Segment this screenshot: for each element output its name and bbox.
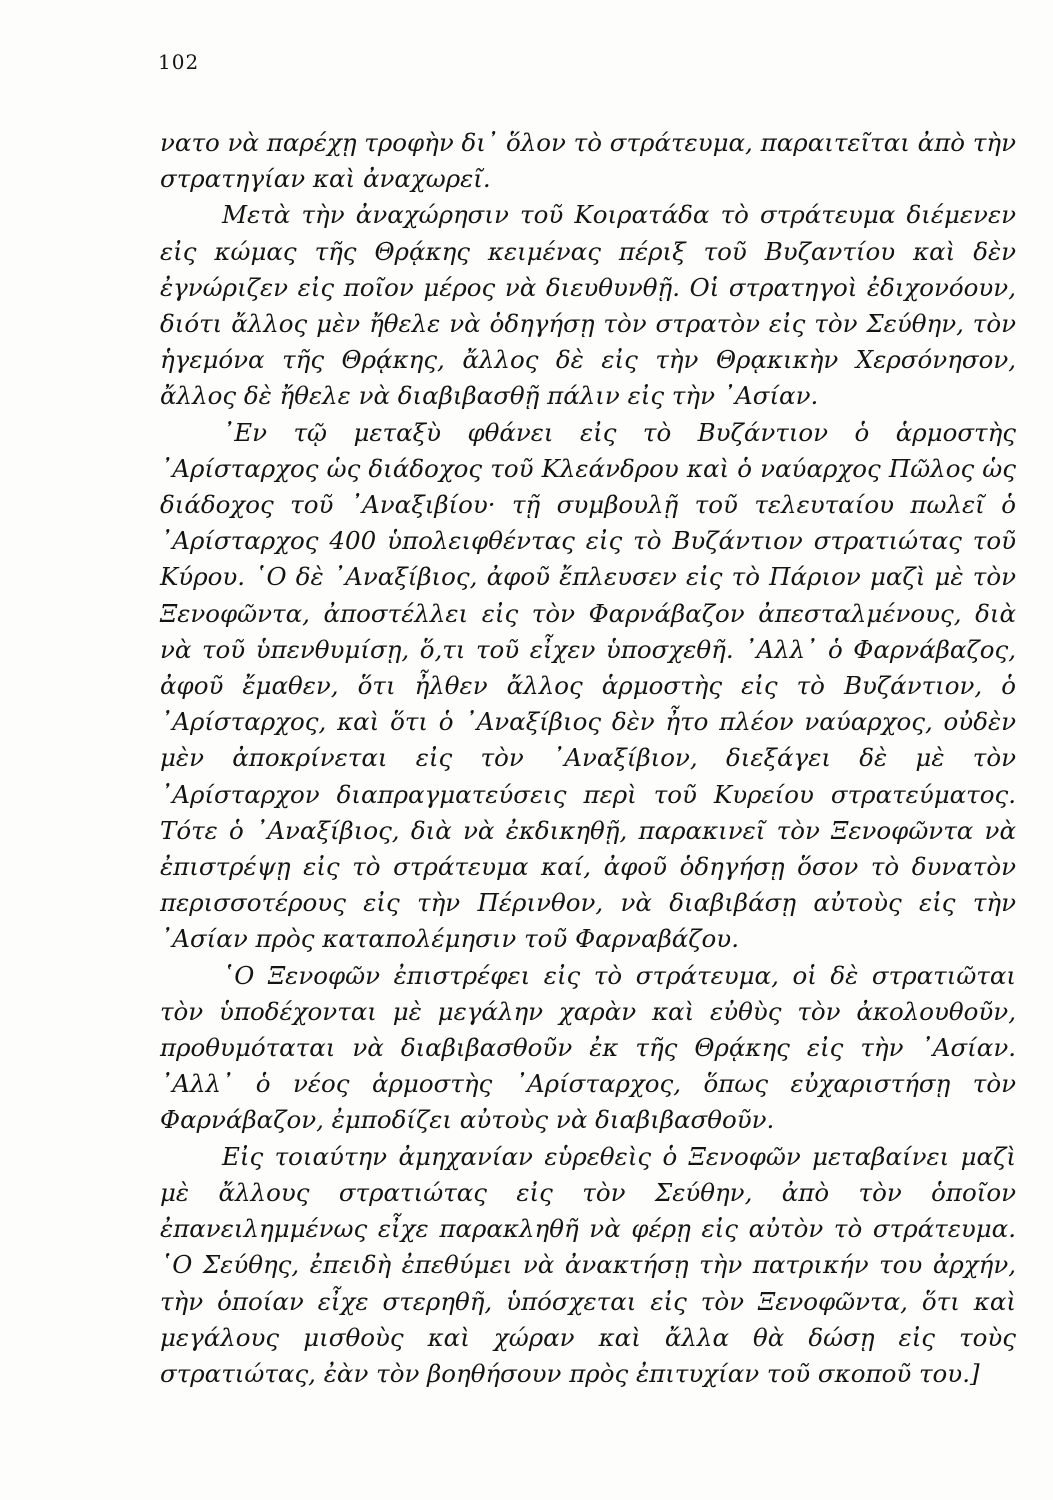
body-text [160, 125, 1016, 1392]
paragraph-3: ᾿Εν τῷ μεταξὺ φθάνει εἰς τὸ Βυζάντιον ὁ ἁρμοστὴς ᾿Αρίσταρχος ὡς διάδοχος τοῦ Κλεάνδρου καὶ ὁ ναύαρχος Πῶλος ὡς διάδοχος τοῦ ᾿Αναξιβίου· τῇ συμβουλῇ τοῦ τελευταίου πωλεῖ ὁ ᾿Αρίσταρχος 400 ὑπολειφθέντας εἰς τὸ Βυζάντιον στρατιώτας τοῦ Κύρου. ῾Ο δὲ ᾿Αναξίβιος, ἀφοῦ ἔπλευσεν εἰς τὸ Πάριον μαζὶ μὲ τὸν Ξενοφῶντα, ἀποστέλλει εἰς τὸν Φαρνάβαζον ἀπεσταλμένους, διὰ νὰ τοῦ ὑπενθυμίσῃ, ὅ,τι τοῦ εἶχεν ὑποσχεθῆ. ᾿Αλλ᾽ ὁ Φαρνάβαζος, ἀφοῦ ἔμαθεν, ὅτι ἦλθεν ἄλλος ἁρμοστὴς εἰς τὸ Βυζάντιον, ὁ ᾿Αρίσταρχος, καὶ ὅτι ὁ ᾿Αναξίβιος δὲν ἦτο πλέον ναύαρχος, οὐδὲν μὲν ἀποκρίνεται εἰς τὸν ᾿Αναξίβιον, διεξάγει δὲ μὲ τὸν ᾿Αρίσταρχον διαπραγματεύσεις περὶ τοῦ Κυρείου στρατεύματος. Τότε ὁ ᾿Αναξίβιος, διὰ νὰ ἐκδικηθῇ, παρακινεῖ τὸν Ξενοφῶντα νὰ ἐπιστρέψῃ εἰς τὸ στράτευμα καί, ἀφοῦ ὁδηγήσῃ ὅσον τὸ δυνατὸν περισσοτέρους εἰς τὴν Πέρινθον, νὰ διαβιβάσῃ αὐτοὺς εἰς τὴν ᾿Ασίαν πρὸς καταπολέμησιν τοῦ Φαρναβάζου. [160, 417, 1016, 954]
paragraph-4: ῾Ο Ξενοφῶν ἐπιστρέφει εἰς τὸ στράτευμα, οἱ δὲ στρατιῶται τὸν ὑποδέχονται μὲ μεγάλην χαρὰν καὶ εὐθὺς τὸν ἀκολουθοῦν, προθυμόταται νὰ διαβιβασθοῦν ἐκ τῆς Θρᾴκης εἰς τὴν ᾿Ασίαν. ᾿Αλλ᾽ ὁ νέος ἁρμοστὴς ᾿Αρίσταρχος, ὅπως εὐχαριστήσῃ τὸν Φαρνάβαζον, ἐμποδίζει αὐτοὺς νὰ διαβιβασθοῦν. [160, 960, 1016, 1135]
paragraph-5: Εἰς τοιαύτην ἀμηχανίαν εὑρεθεὶς ὁ Ξενοφῶν μεταβαίνει μαζὶ μὲ ἄλλους στρατιώτας εἰς τὸν Σεύθην, ἀπὸ τὸν ὁποῖον ἐπανειλημμένως εἶχε παρακληθῆ νὰ φέρῃ εἰς αὐτὸν τὸ στράτευμα. ῾Ο Σεύθης, ἐπειδὴ ἐπεθύμει νὰ ἀνακτήσῃ τὴν πατρικήν του ἀρχήν, τὴν ὁποίαν εἶχε στερηθῆ, ὑπόσχεται εἰς τὸν Ξενοφῶντα, ὅτι καὶ μεγάλους μισθοὺς καὶ χώραν καὶ ἄλλα θὰ δώσῃ εἰς τοὺς στρατιώτας, ἐὰν τὸν βοηθήσουν πρὸς ἐπιτυχίαν τοῦ σκοποῦ του.] [160, 1141, 1016, 1388]
paragraph-2: Μετὰ τὴν ἀναχώρησιν τοῦ Κοιρατάδα τὸ στράτευμα διέμενεν εἰς κώμας τῆς Θρᾴκης κειμένας πέριξ τοῦ Βυζαντίου καὶ δὲν ἐγνώριζεν εἰς ποῖον μέρος νὰ διευθυνθῇ. Οἱ στρατηγοὶ ἐδιχονόουν, διότι ἄλλος μὲν ἤθελε νὰ ὁδηγήσῃ τὸν στρατὸν εἰς τὸν Σεύθην, τὸν ἡγεμόνα τῆς Θρᾴκης, ἄλλος δὲ εἰς τὴν Θρᾳκικὴν Χερσόνησον, ἄλλος δὲ ἤθελε νὰ διαβιβασθῇ πάλιν εἰς τὴν ᾿Ασίαν. [160, 200, 1016, 411]
page-number: 102 [158, 50, 200, 74]
paragraph-1: νατο νὰ παρέχῃ τροφὴν δι᾽ ὅλον τὸ στράτευμα, παραιτεῖται ἀπὸ τὴν στρατηγίαν καὶ ἀναχωρεῖ. [160, 128, 1016, 194]
